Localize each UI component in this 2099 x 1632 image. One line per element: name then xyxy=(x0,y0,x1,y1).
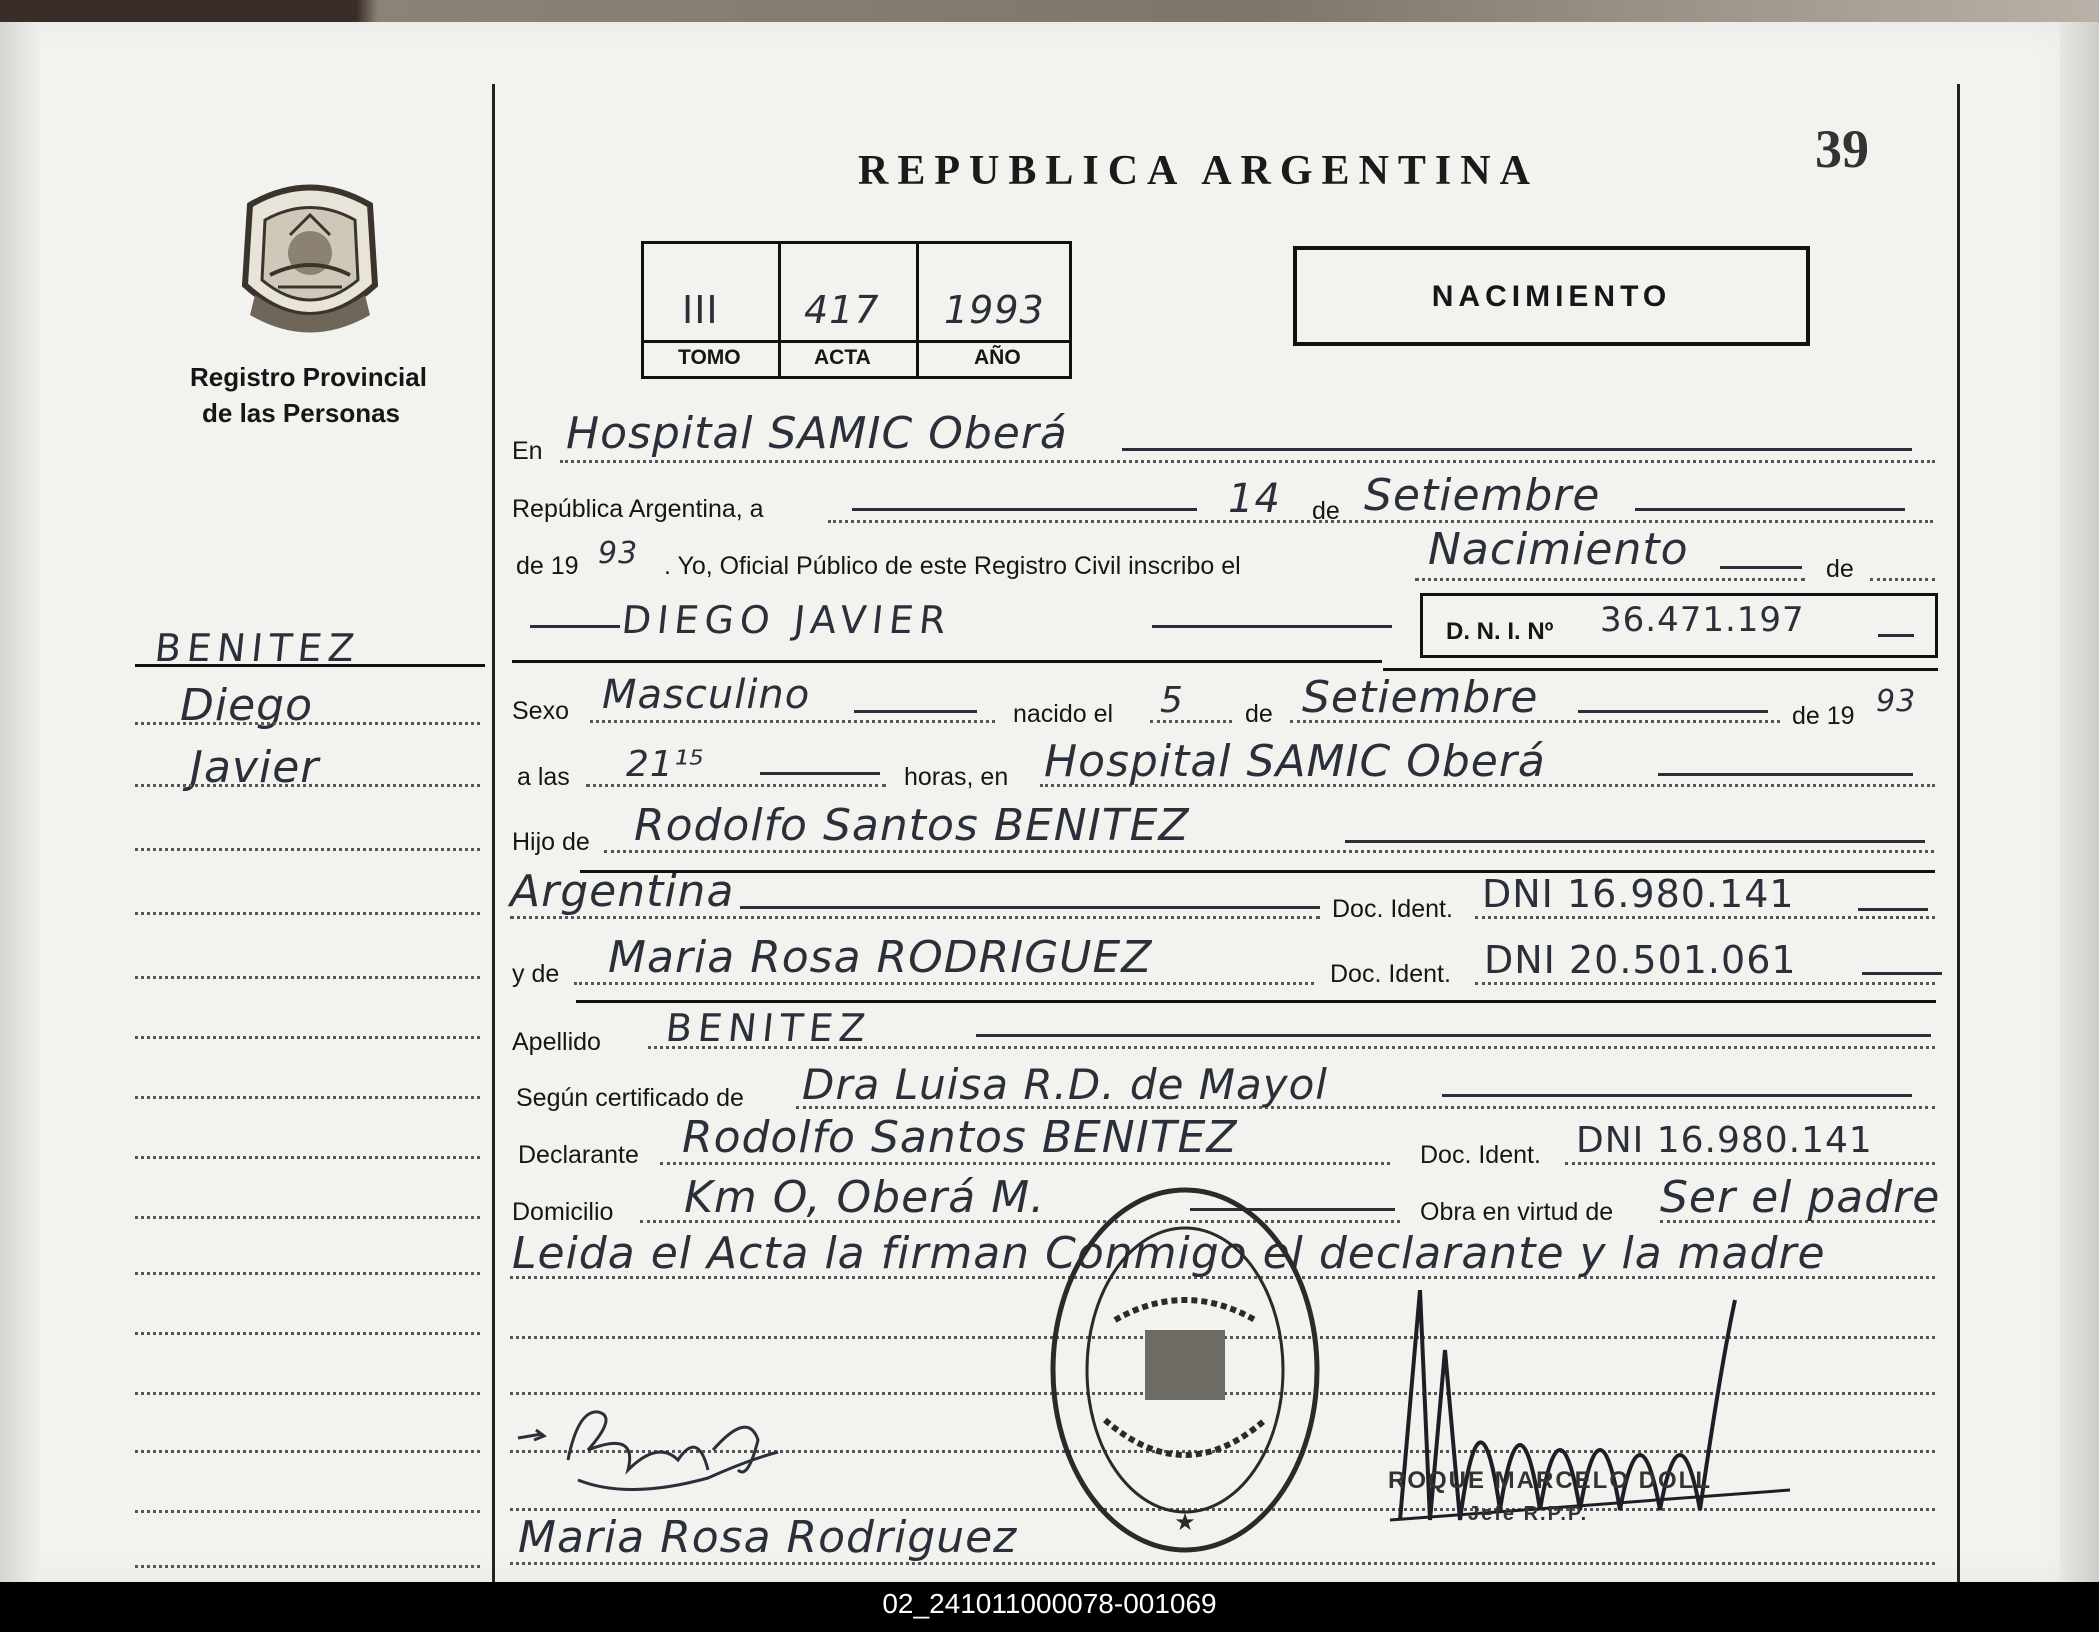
acta-value: 417 xyxy=(804,288,880,332)
margin-dotline xyxy=(135,1216,480,1219)
dotline xyxy=(1565,1162,1935,1165)
registry-title-line2: de las Personas xyxy=(202,398,400,428)
fill-line xyxy=(852,508,1197,511)
dotline xyxy=(1475,916,1935,919)
rule xyxy=(1383,668,1938,671)
fill-line xyxy=(1442,1094,1912,1097)
fill-line xyxy=(976,1034,1931,1037)
birth-day-value: 5 xyxy=(1160,680,1184,721)
birth-year-suffix: 93 xyxy=(1876,684,1917,719)
hijo-label: Hijo de xyxy=(512,828,590,856)
ano-value: 1993 xyxy=(944,288,1045,332)
father-doc-value: DNI 16.980.141 xyxy=(1482,872,1795,916)
republica-label: República Argentina, a xyxy=(512,495,764,523)
dni-value: 36.471.197 xyxy=(1600,600,1805,640)
margin-dotline xyxy=(135,848,480,851)
fill-line xyxy=(1152,625,1392,628)
official-stamp-title: Jefe R.P.P. xyxy=(1468,1503,1589,1525)
de-label-3: de xyxy=(1245,700,1273,728)
margin-dotline xyxy=(135,976,480,979)
sex-value: Masculino xyxy=(602,672,811,718)
declarante-label: Declarante xyxy=(518,1141,639,1169)
provincial-seal xyxy=(230,175,390,340)
fill-line xyxy=(530,625,620,628)
fill-line xyxy=(854,710,977,713)
doc-ident-label: Doc. Ident. xyxy=(1332,895,1453,923)
closing-note: Leida el Acta la firman Conmigo el declarante y la madre xyxy=(512,1228,1826,1279)
fill-line xyxy=(760,772,880,775)
fill-line xyxy=(1862,972,1942,975)
official-stamp-name: ROQUE MARCELO DOLL xyxy=(1388,1467,1712,1494)
record-box xyxy=(641,241,1072,379)
mother-doc-value: DNI 20.501.061 xyxy=(1484,938,1797,982)
en-label: En xyxy=(512,437,543,465)
obra-label: Obra en virtud de xyxy=(1420,1198,1614,1226)
de-label: de xyxy=(1312,497,1340,525)
oficial-text: . Yo, Oficial Público de este Registro Civil inscribo el xyxy=(664,552,1241,580)
dotline xyxy=(1475,982,1935,985)
de19-label-2: de 19 xyxy=(1792,702,1855,730)
margin-second-name: Javier xyxy=(190,742,320,793)
horas-label: horas, en xyxy=(904,763,1009,791)
margin-dotline xyxy=(135,1096,480,1099)
fill-line xyxy=(1720,566,1802,569)
fill-line xyxy=(1858,908,1928,911)
dotline xyxy=(560,460,1935,463)
fill-line xyxy=(1578,710,1768,713)
alas-label: a las xyxy=(517,763,570,791)
tomo-label: TOMO xyxy=(678,346,741,369)
year-suffix: 93 xyxy=(598,536,639,571)
margin-dotline xyxy=(135,1450,480,1453)
country-title: REPUBLICA ARGENTINA xyxy=(858,148,1539,194)
dotline xyxy=(1870,578,1935,581)
apellido-label: Apellido xyxy=(512,1028,601,1056)
fill-line xyxy=(1635,508,1905,511)
dni-label: D. N. I. Nº xyxy=(1446,618,1554,645)
father-value: Rodolfo Santos BENITEZ xyxy=(634,800,1190,851)
acta-label: ACTA xyxy=(814,346,871,369)
margin-dotline xyxy=(135,1332,480,1335)
day-value: 14 xyxy=(1228,476,1281,522)
tomo-value: III xyxy=(682,288,719,332)
domicilio-value: Km O, Oberá M. xyxy=(684,1172,1046,1223)
margin-dotline xyxy=(135,1156,480,1159)
place-value: Hospital SAMIC Oberá xyxy=(566,408,1068,459)
document-type: NACIMIENTO xyxy=(1431,280,1672,313)
rule xyxy=(576,1000,1936,1003)
certifier-value: Dra Luisa R.D. de Mayol xyxy=(802,1060,1328,1109)
obra-value: Ser el padre xyxy=(1660,1172,1941,1223)
declarant-signature xyxy=(508,1390,788,1500)
margin-dotline xyxy=(135,722,480,725)
official-signature xyxy=(1390,1290,1790,1560)
yde-label: y de xyxy=(512,960,560,988)
margin-dotline xyxy=(135,1036,480,1039)
month-value: Setiembre xyxy=(1364,470,1601,521)
ano-label: AÑO xyxy=(974,346,1021,369)
registry-oval-stamp xyxy=(1045,1180,1325,1560)
dotline xyxy=(1415,578,1805,581)
fill-line xyxy=(1878,634,1914,637)
doc-ident-label-3: Doc. Ident. xyxy=(1420,1141,1541,1169)
margin-dotline xyxy=(135,1510,480,1513)
margin-dotline xyxy=(135,784,480,787)
document-type-box xyxy=(1293,246,1810,346)
birth-time-value: 21¹⁵ xyxy=(626,744,705,785)
page-edge xyxy=(2060,22,2099,1582)
svg-text:★: ★ xyxy=(1174,1509,1196,1536)
page-number: 39 xyxy=(1815,119,1869,179)
margin-dotline xyxy=(135,1392,480,1395)
domicilio-label: Domicilio xyxy=(512,1198,614,1226)
mother-value: Maria Rosa RODRIGUEZ xyxy=(608,932,1153,983)
fill-line xyxy=(1658,773,1913,776)
fill-line xyxy=(740,906,1320,909)
de-label-2: de xyxy=(1826,555,1854,583)
file-id: 02_241011000078-001069 xyxy=(882,1588,1217,1619)
nacido-label: nacido el xyxy=(1013,700,1114,728)
margin-divider xyxy=(492,84,495,1584)
dotline xyxy=(590,720,995,723)
margin-first-name: Diego xyxy=(180,680,314,731)
apellido-value: BENITEZ xyxy=(663,1006,874,1050)
rule xyxy=(512,660,1382,663)
act-type-value: Nacimiento xyxy=(1428,524,1689,575)
father-nationality-value: Argentina xyxy=(510,866,735,917)
mother-signature: Maria Rosa Rodriguez xyxy=(518,1512,1018,1563)
margin-dotline xyxy=(135,1565,480,1568)
declarant-value: Rodolfo Santos BENITEZ xyxy=(682,1112,1238,1163)
margin-dotline xyxy=(135,1272,480,1275)
margin-dotline xyxy=(135,912,480,915)
doc-ident-label-2: Doc. Ident. xyxy=(1330,960,1451,988)
right-border xyxy=(1957,84,1960,1584)
registry-title-line1: Registro Provincial xyxy=(190,362,427,392)
margin-surname: BENITEZ xyxy=(152,626,363,670)
certificado-label: Según certificado de xyxy=(516,1084,744,1112)
birth-place-value: Hospital SAMIC Oberá xyxy=(1044,736,1546,787)
birth-month-value: Setiembre xyxy=(1302,672,1539,723)
declarant-doc-value: DNI 16.980.141 xyxy=(1576,1120,1873,1161)
fill-line xyxy=(1345,840,1925,843)
sexo-label: Sexo xyxy=(512,697,569,725)
page-fold xyxy=(0,22,40,1582)
de19-label: de 19 xyxy=(516,552,579,580)
child-name-value: DIEGO JAVIER xyxy=(619,598,954,642)
fill-line xyxy=(1122,448,1912,451)
